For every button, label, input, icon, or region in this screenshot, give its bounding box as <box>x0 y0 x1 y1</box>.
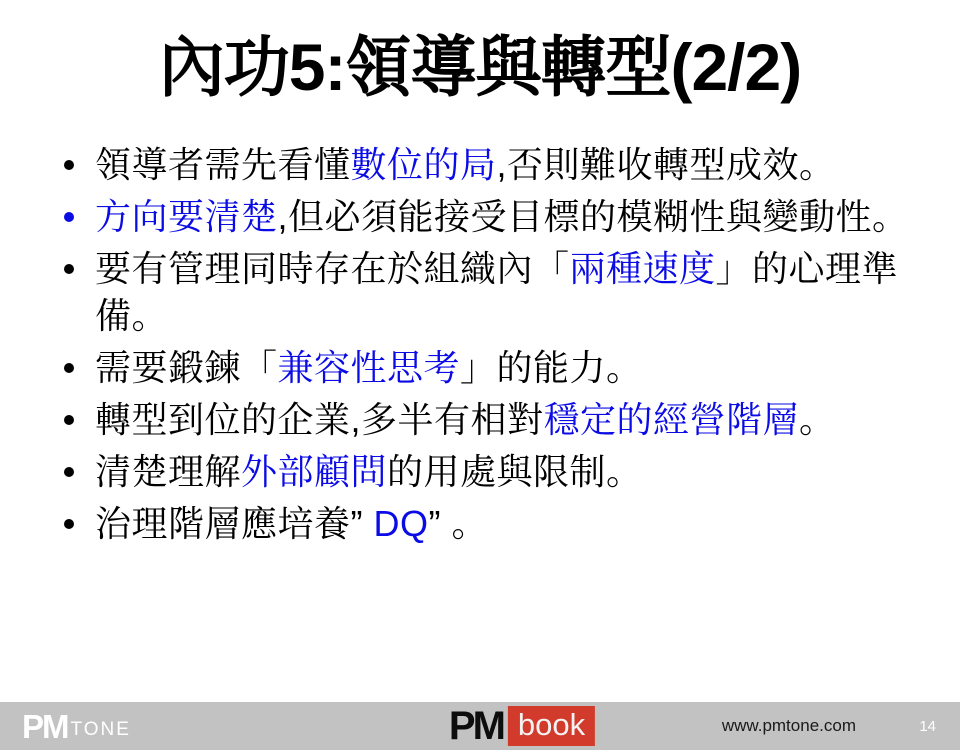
highlight-text: 數位的局 <box>350 144 497 186</box>
body-text: 治理階層應培養” <box>95 503 374 545</box>
highlight-text: 兩種速度 <box>569 248 716 290</box>
bullet-item <box>60 448 916 495</box>
pmbook-logo <box>449 702 595 750</box>
pmtone-logo-pm-text: PM <box>22 707 68 745</box>
highlight-text: 兼容性思考 <box>277 347 461 389</box>
page-number: 14 <box>919 717 936 735</box>
bullet-list <box>60 141 916 547</box>
body-text: 需要鍛鍊「 <box>95 347 278 389</box>
body-text: 要有管理同時存在於組織內「 <box>95 248 570 290</box>
bullet-item <box>60 193 916 240</box>
highlight-text: 方向要清楚 <box>95 196 278 238</box>
highlight-text: 外部顧問 <box>241 451 388 493</box>
body-text: 清楚理解 <box>95 451 242 493</box>
pmbook-logo-pm-text: PM <box>448 704 503 748</box>
slide-title: 內功5:領導與轉型(2/2) <box>158 30 802 104</box>
body-text: 。 <box>799 399 836 441</box>
bullet-marker-icon <box>64 519 74 529</box>
bullet-marker-icon <box>64 363 74 373</box>
body-text: 轉型到位的企業,多半有相對 <box>95 399 544 441</box>
bullet-item <box>60 344 916 391</box>
bullet-item <box>60 500 916 547</box>
body-text: 」的能力。 <box>460 347 643 389</box>
pmtone-logo-tone-text: TONE <box>70 719 131 740</box>
pmbook-logo-book-text: book <box>508 706 595 746</box>
website-text: www.pmtone.com <box>721 716 856 735</box>
bullet-item <box>60 141 916 188</box>
highlight-text: 穩定的經營階層 <box>543 399 800 441</box>
body-text: ,否則難收轉型成效。 <box>496 144 836 186</box>
body-text: 」的心理準備。 <box>95 248 899 337</box>
bullet-marker-icon <box>64 212 74 222</box>
bullet-marker-icon <box>64 160 74 170</box>
bullet-item <box>60 245 916 339</box>
pmtone-logo <box>22 702 131 750</box>
footer-bar <box>0 702 960 750</box>
bullet-marker-icon <box>64 415 74 425</box>
bullet-marker-icon <box>64 264 74 274</box>
highlight-text: DQ <box>373 503 429 545</box>
body-text: 領導者需先看懂 <box>95 144 351 186</box>
body-text: ” 。 <box>428 503 488 545</box>
body-text: 的用處與限制。 <box>387 451 643 493</box>
body-text: ,但必須能接受目標的模糊性與變動性。 <box>277 196 909 238</box>
bullet-item <box>60 396 916 443</box>
slide <box>0 30 960 750</box>
bullet-marker-icon <box>64 467 74 477</box>
